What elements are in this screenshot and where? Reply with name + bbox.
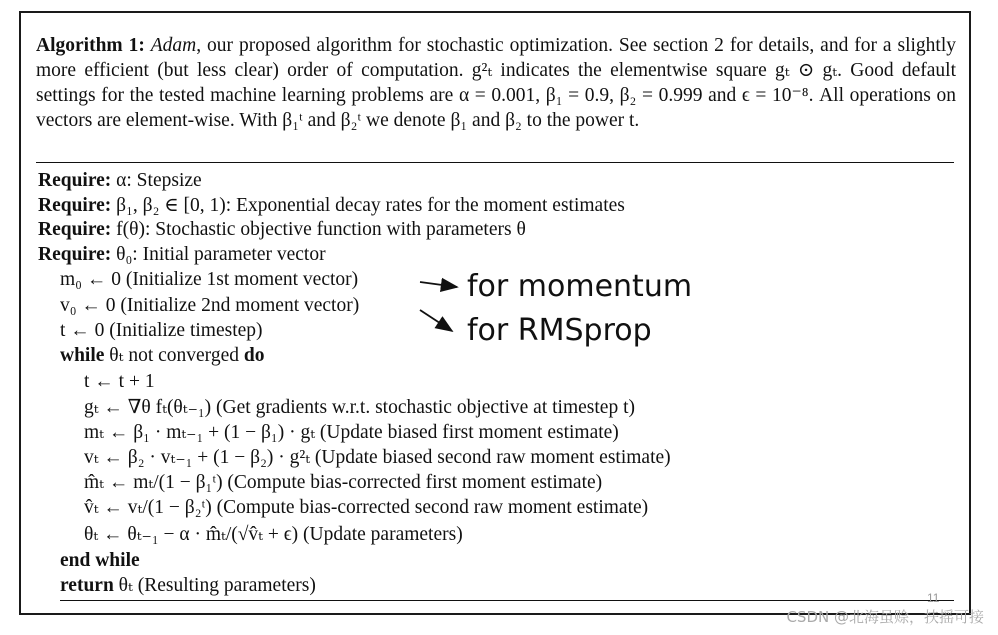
require-keyword: Require:	[38, 170, 112, 191]
annotation-rmsprop: for RMSprop	[467, 313, 652, 348]
momentum-arrow	[420, 282, 457, 287]
body-line-timestep: t ← t + 1	[84, 371, 155, 392]
algorithm-label: Algorithm 1:	[36, 35, 145, 56]
annotation-momentum: for momentum	[467, 269, 693, 304]
do-keyword: do	[243, 345, 265, 366]
rmsprop-arrow	[420, 310, 452, 331]
body-line-first-moment: mₜ ← β₁ · mₜ₋₁ + (1 − β₁) · gₜ (Update biased first moment estimate)	[84, 422, 619, 443]
while-keyword: while	[60, 345, 105, 366]
page-number: 11	[927, 591, 940, 605]
body-line-update: θₜ ← θₜ₋₁ − α · m̂ₜ/(√v̂ₜ + ϵ) (Update parameters)	[84, 524, 463, 545]
body-line-gradient: gₜ ← ∇θ fₜ(θₜ₋₁) (Get gradients w.r.t. stochastic objective at timestep t)	[84, 397, 635, 418]
init-line-t: t ← 0 (Initialize timestep)	[60, 320, 263, 341]
return-text: θₜ (Resulting parameters)	[118, 575, 316, 596]
require-keyword: Require:	[38, 195, 112, 216]
require-text: f(θ): Stochastic objective function with parameters θ	[116, 219, 526, 240]
watermark: CSDN @北海虽赊，扶摇可接	[786, 608, 984, 626]
require-text: β₁, β₂ ∈ [0, 1): Exponential decay rates for the moment estimates	[116, 195, 625, 216]
while-condition: θₜ not converged	[109, 345, 239, 366]
algorithm-caption-text: , our proposed algorithm for stochastic optimization. See section 2 for details, and for a slightly more efficient (but less clear) order of computation. g²ₜ indicates the elementwise square gₜ ⊙ gₜ. Good default settings for the tested machine learning problems are α = 0.001, β₁ = 0.9, β₂ = 0.999 and ϵ = 10⁻⁸. All operations on vectors are element-wise. With β₁ᵗ and β₂ᵗ we denote β₁ and β₂ to the power t.	[36, 35, 956, 131]
algorithm-name: Adam	[150, 35, 197, 56]
require-text: α: Stepsize	[116, 170, 202, 191]
body-line-v-hat: v̂ₜ ← vₜ/(1 − β₂ᵗ) (Compute bias-corrected second raw moment estimate)	[84, 497, 649, 518]
body-line-second-moment: vₜ ← β₂ · vₜ₋₁ + (1 − β₂) · g²ₜ (Update biased second raw moment estimate)	[84, 447, 671, 468]
require-keyword: Require:	[38, 244, 112, 265]
init-line-m0: m₀ ← 0 (Initialize 1st moment vector)	[60, 269, 359, 290]
body-line-m-hat: m̂ₜ ← mₜ/(1 − β₁ᵗ) (Compute bias-corrected first moment estimate)	[84, 472, 603, 493]
return-keyword: return	[60, 575, 114, 596]
require-text: θ₀: Initial parameter vector	[116, 244, 326, 265]
init-line-v0: v₀ ← 0 (Initialize 2nd moment vector)	[60, 295, 360, 316]
end-while-keyword: end while	[60, 550, 140, 571]
require-keyword: Require:	[38, 219, 112, 240]
